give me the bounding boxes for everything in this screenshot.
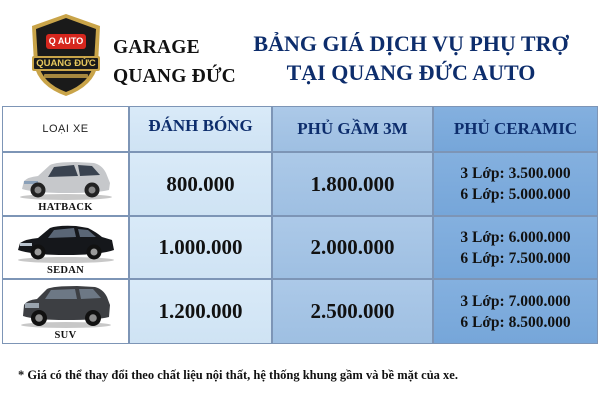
brand-line-2: QUANG ĐỨC — [113, 66, 236, 87]
header-ceramic — [433, 106, 598, 152]
car-type-hatchback: HATBACK — [38, 202, 93, 213]
garage-logo — [28, 12, 104, 98]
suv-car-icon — [17, 283, 115, 329]
ceramic-6-layer: 6 Lớp: 8.500.000 — [460, 313, 571, 331]
ceramic-6-layer: 6 Lớp: 7.500.000 — [460, 249, 571, 267]
ceramic-6-layer: 6 Lớp: 5.000.000 — [460, 186, 571, 203]
undercoat-price-value: 2.000.000 — [310, 235, 395, 259]
polish-price-value: 1.200.000 — [158, 299, 243, 323]
table-row-sedan-car — [2, 216, 129, 279]
ceramic-price-hatchback — [433, 152, 598, 216]
ceramic-price-sedan — [433, 216, 598, 279]
logo-wordmark: QUANG ĐỨC — [36, 58, 96, 69]
polish-price-suv — [129, 279, 272, 344]
polish-price-value: 1.000.000 — [158, 235, 243, 259]
title-line-2: TẠI QUANG ĐỨC AUTO — [286, 60, 536, 85]
header-polish — [129, 106, 272, 152]
brand-line-1: GARAGE — [113, 37, 200, 58]
ceramic-price-suv — [433, 279, 598, 344]
polish-price-hatchback — [129, 152, 272, 216]
undercoat-price-value: 1.800.000 — [310, 171, 395, 196]
table-row-hatchback-car — [2, 152, 129, 216]
hatchback-car-icon — [16, 157, 116, 201]
header-undercoat — [272, 106, 433, 152]
header-undercoat-label: PHỦ GẦM 3M — [297, 119, 408, 138]
logo-badge-text: Q AUTO — [48, 36, 84, 46]
title-line-1: BẢNG GIÁ DỊCH VỤ PHỤ TRỢ — [253, 31, 569, 56]
ceramic-3-layer: 3 Lớp: 3.500.000 — [460, 165, 571, 182]
sedan-car-icon — [14, 220, 118, 264]
table-row-suv-car — [2, 279, 129, 344]
undercoat-price-value: 2.500.000 — [310, 299, 395, 323]
price-table — [2, 106, 598, 344]
price-footnote: * Giá có thể thay đổi theo chất liệu nội thất, hệ thống khung gầm và bề mặt của xe. — [18, 368, 458, 382]
page-title — [222, 29, 600, 87]
ceramic-3-layer: 3 Lớp: 7.000.000 — [460, 292, 571, 310]
header-car-type — [2, 106, 129, 152]
header-car-type-label: LOẠI XE — [42, 123, 89, 135]
ceramic-3-layer: 3 Lớp: 6.000.000 — [460, 228, 571, 246]
brand-name — [113, 33, 236, 91]
car-type-sedan: SEDAN — [46, 265, 85, 276]
polish-price-sedan — [129, 216, 272, 279]
header-polish-label: ĐÁNH BÓNG — [148, 116, 253, 135]
undercoat-price-hatchback — [272, 152, 433, 216]
car-type-suv: SUV — [54, 330, 77, 341]
undercoat-price-sedan — [272, 216, 433, 279]
polish-price-value: 800.000 — [166, 171, 235, 196]
undercoat-price-suv — [272, 279, 433, 344]
header-ceramic-label: PHỦ CERAMIC — [453, 119, 578, 138]
